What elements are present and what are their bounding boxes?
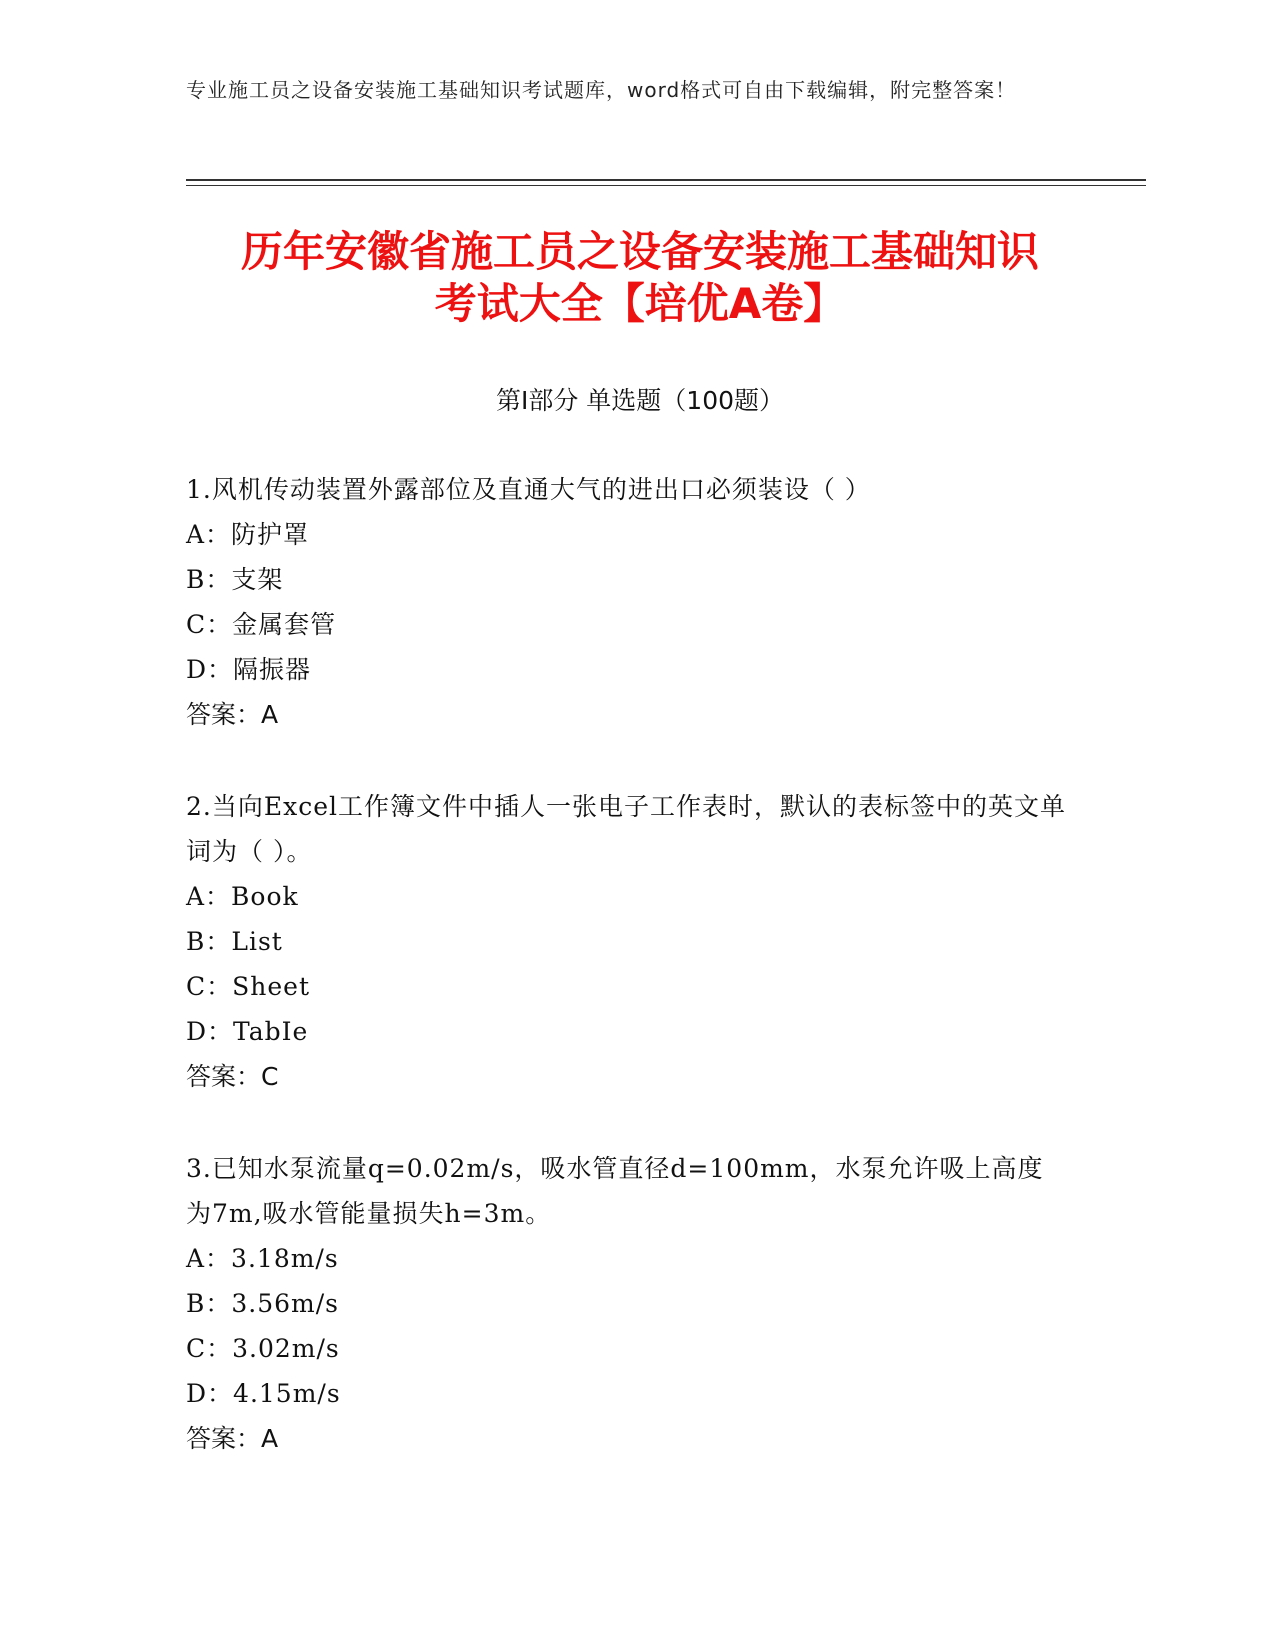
option-b: B：3.56m/s [186, 1289, 339, 1318]
header-divider-thick [186, 179, 1146, 181]
answer: 答案：A [186, 700, 279, 729]
question-text: 3.已知水泵流量q=0.02m/s，吸水管直径d=100mm，水泵允许吸上高度为7m,吸水管能量损失h=3m。 [186, 1154, 1044, 1228]
question-text: 1.风机传动装置外露部位及直通大气的进出口必须装设（ ） [186, 475, 871, 504]
option-a: A：Book [186, 882, 299, 911]
answer: 答案：C [186, 1062, 279, 1091]
question-1 [186, 467, 1066, 737]
option-a: A：防护罩 [186, 520, 310, 549]
option-c: C：Sheet [186, 972, 310, 1001]
header-divider-thin [186, 185, 1146, 186]
answer: 答案：A [186, 1424, 279, 1453]
option-c: C：金属套管 [186, 610, 337, 639]
header-note: 专业施工员之设备安装施工基础知识考试题库，word格式可自由下载编辑，附完整答案！ [186, 78, 1017, 102]
option-a: A：3.18m/s [186, 1244, 339, 1273]
question-text: 2.当向Excel工作簿文件中插人一张电子工作表时，默认的表标签中的英文单词为（ ）。 [186, 792, 1066, 866]
question-3 [186, 1146, 1066, 1461]
document-title [160, 226, 1120, 330]
option-b: B：List [186, 927, 283, 956]
option-c: C：3.02m/s [186, 1334, 340, 1363]
option-d: D：TabIe [186, 1017, 309, 1046]
document-title-line-1: 历年安徽省施工员之设备安装施工基础知识 [240, 227, 1039, 276]
section-title: 第I部分 单选题（100题） [495, 386, 785, 415]
option-d: D：4.15m/s [186, 1379, 341, 1408]
question-2 [186, 784, 1066, 1099]
document-title-line-2: 考试大全【培优A卷】 [434, 279, 846, 328]
option-d: D：隔振器 [186, 655, 312, 684]
option-b: B：支架 [186, 565, 284, 594]
